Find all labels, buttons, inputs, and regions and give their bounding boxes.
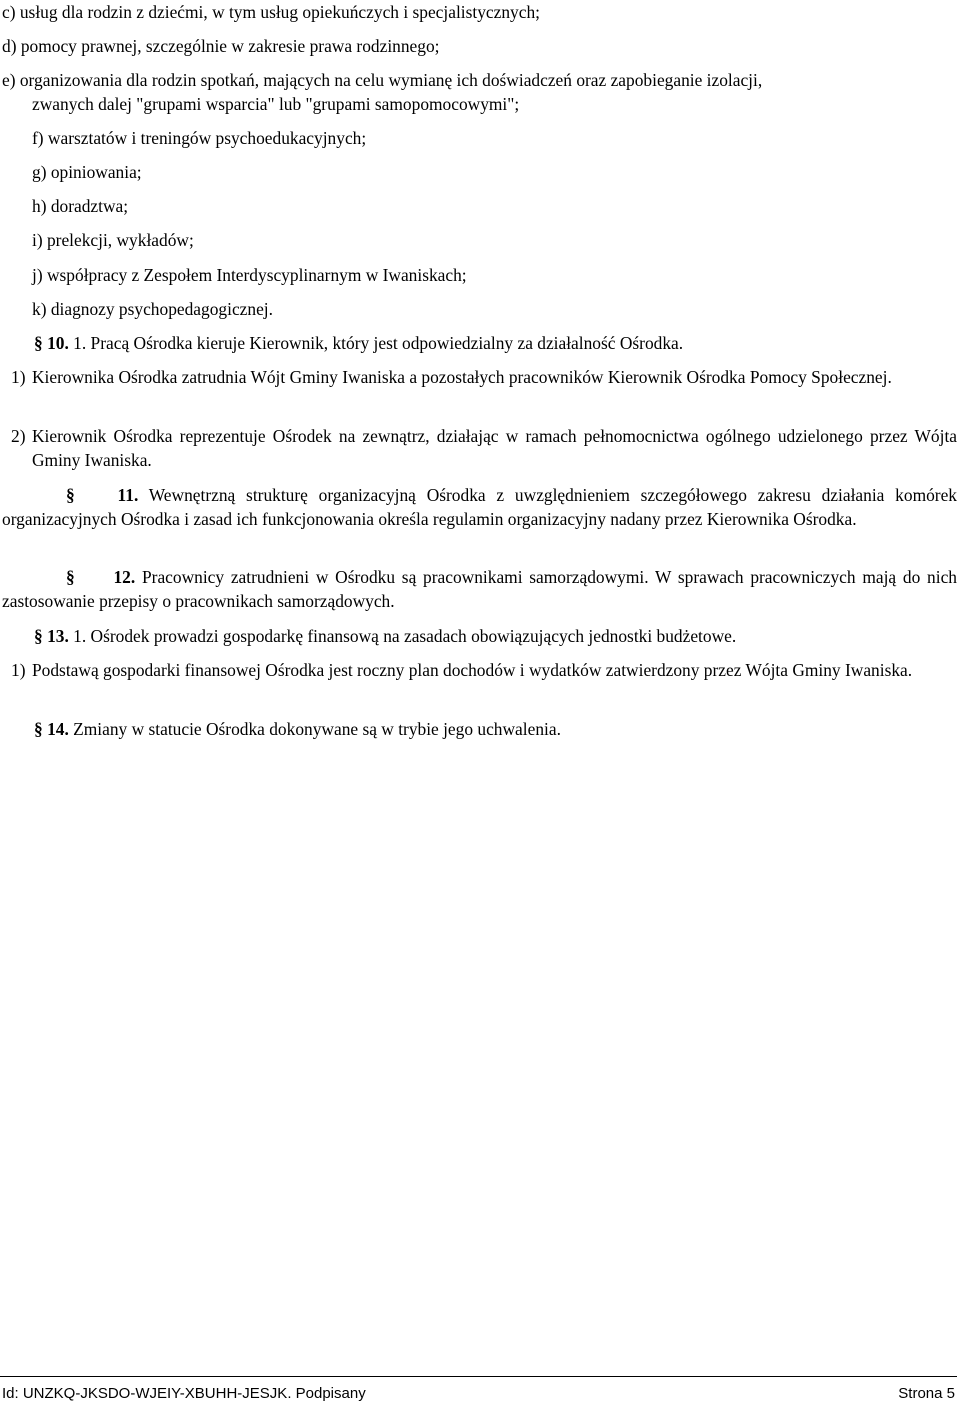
list-item-k: k) diagnozy psychopedagogicznej. xyxy=(32,299,273,319)
section-number: 12. xyxy=(113,567,136,587)
section-12-paragraph xyxy=(2,565,957,613)
section-13-point-1-number: 1) xyxy=(11,660,26,680)
list-item-h: h) doradztwa; xyxy=(32,196,129,216)
section-13-heading xyxy=(34,624,736,648)
list-item-f: f) warsztatów i treningów psychoedukacyjnych; xyxy=(32,128,367,148)
section-10-point-2-number: 2) xyxy=(11,426,26,446)
list-item-e-continuation: zwanych dalej "grupami wsparcia" lub "grupami samopomocowymi"; xyxy=(32,94,520,114)
section-mark: § xyxy=(66,567,75,587)
section-10-point-1-text xyxy=(32,365,957,389)
section-10-point-2-text xyxy=(32,424,957,472)
section-mark: § xyxy=(34,626,43,646)
footer-divider xyxy=(0,1376,957,1377)
section-text: Wewnętrzną strukturę organizacyjną Ośrodka z uwzględnieniem szczegółowego zakresu działania komórek organizacyjnych Ośrodka i zasad ich funkcjonowania określa regulamin organizacyjny nadany przez Kierownika Ośrodka. xyxy=(2,485,957,529)
paragraph-text: Podstawą gospodarki finansowej Ośrodka jest roczny plan dochodów i wydatków zatwierdzony przez Wójta Gminy Iwaniska. xyxy=(32,660,913,680)
page-number: Strona 5 xyxy=(898,1385,955,1402)
section-11-paragraph xyxy=(2,483,957,531)
paragraph-text: Kierownika Ośrodka zatrudnia Wójt Gminy Iwaniska a pozostałych pracowników Kierownik Ośrodka Pomocy Społecznej. xyxy=(32,367,892,387)
section-number: 14. xyxy=(47,719,69,739)
list-item-c: c) usług dla rodzin z dziećmi, w tym usług opiekuńczych i specjalistycznych; xyxy=(2,2,540,22)
document-id: Id: UNZKQ-JKSDO-WJEIY-XBUHH-JESJK. Podpisany xyxy=(2,1385,366,1402)
section-text: 1. Pracą Ośrodka kieruje Kierownik, który jest odpowiedzialny za działalność Ośrodka. xyxy=(68,333,684,353)
section-text: Pracownicy zatrudnieni w Ośrodku są pracownikami samorządowymi. W sprawach pracowniczych mają do nich zastosowanie przepisy o pracownikach samorządowych. xyxy=(2,567,957,611)
section-14-heading xyxy=(34,717,561,741)
list-item-i: i) prelekcji, wykładów; xyxy=(32,230,194,250)
list-item-g: g) opiniowania; xyxy=(32,162,142,182)
section-10-point-1-number: 1) xyxy=(11,367,26,387)
section-mark: § xyxy=(34,719,43,739)
paragraph-text: Kierownik Ośrodka reprezentuje Ośrodek na zewnątrz, działając w ramach pełnomocnictwa ogólnego udzielonego przez Wójta Gminy Iwaniska. xyxy=(32,426,957,470)
section-text: 1. Ośrodek prowadzi gospodarkę finansową na zasadach obowiązujących jednostki budżetowe. xyxy=(68,626,737,646)
list-item-e: e) organizowania dla rodzin spotkań, mających na celu wymianę ich doświadczeń oraz zapobieganie izolacji, xyxy=(2,70,763,90)
section-number: 13. xyxy=(47,626,69,646)
section-number: 11. xyxy=(117,485,139,505)
section-mark: § xyxy=(34,333,43,353)
section-13-point-1-text xyxy=(32,658,957,682)
section-text: Zmiany w statucie Ośrodka dokonywane są w trybie jego uchwalenia. xyxy=(68,719,561,739)
list-item-j: j) współpracy z Zespołem Interdyscyplinarnym w Iwaniskach; xyxy=(32,265,467,285)
section-mark: § xyxy=(66,485,75,505)
section-10-heading xyxy=(34,331,683,355)
list-item-d: d) pomocy prawnej, szczególnie w zakresie prawa rodzinnego; xyxy=(2,36,440,56)
section-number: 10. xyxy=(47,333,69,353)
